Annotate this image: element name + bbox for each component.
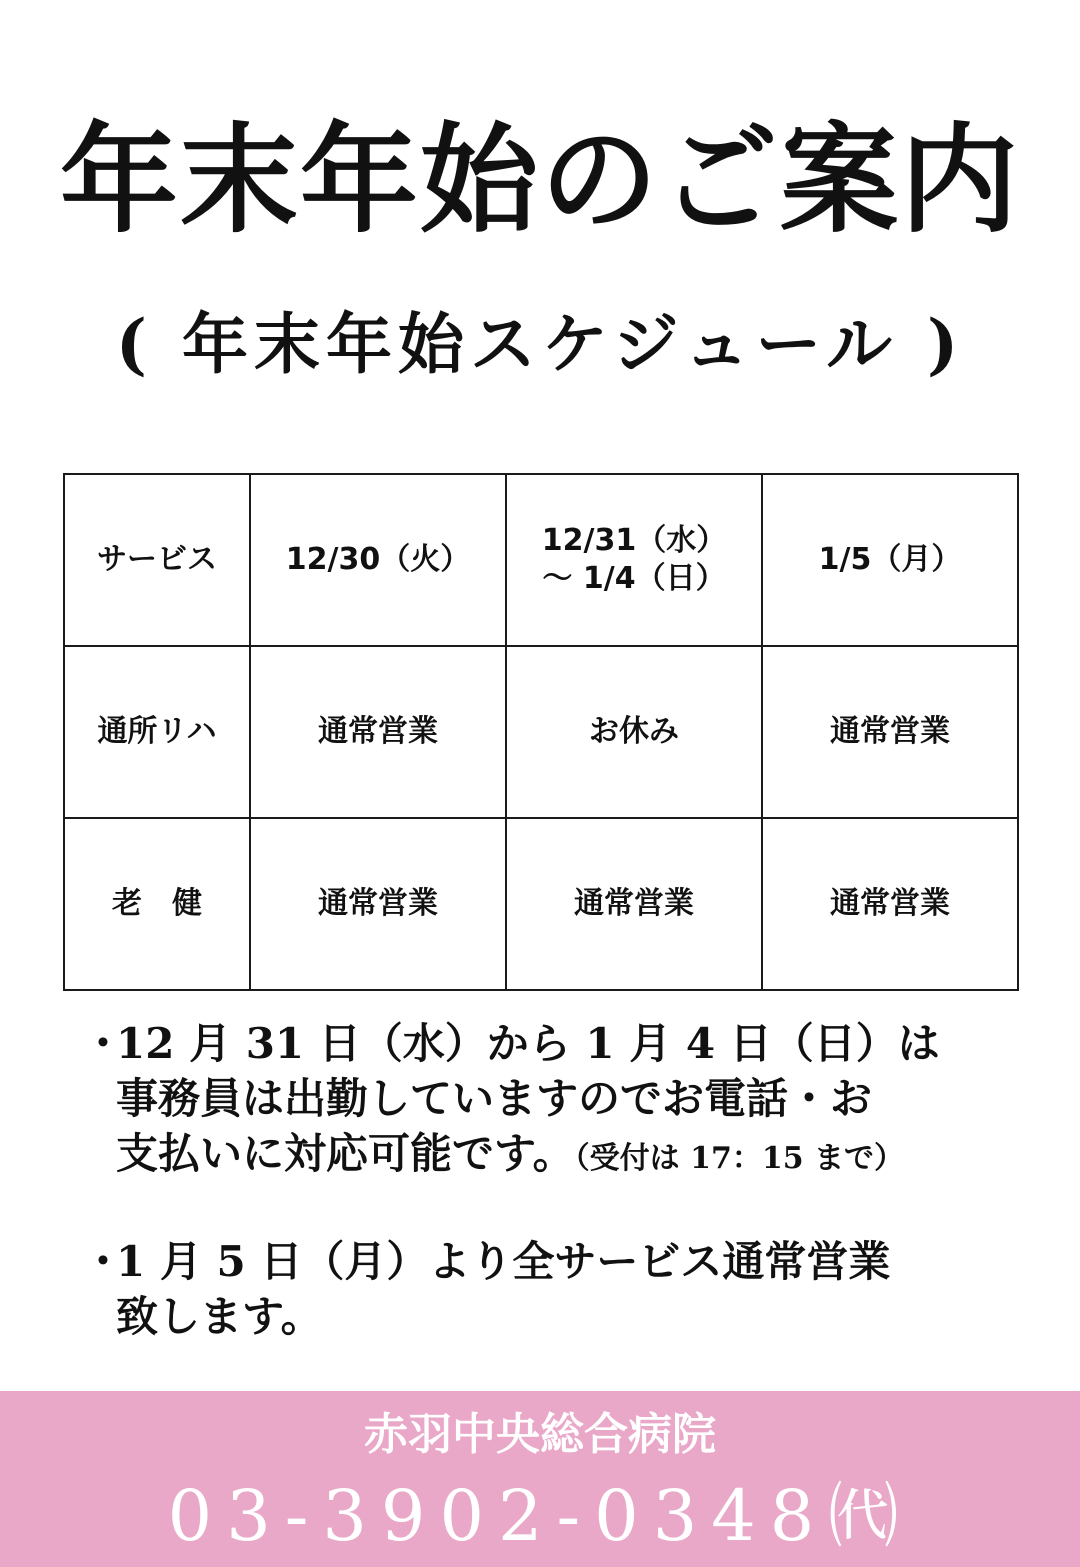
- note-line: 1 月 5 日（月）より全サービス通常営業: [116, 1237, 891, 1286]
- notes-section: [78, 1016, 1038, 1344]
- note-line: [116, 1126, 1038, 1186]
- schedule-table: [63, 473, 1019, 991]
- header-date-1231-14: [506, 474, 762, 646]
- note-line: 事務員は出勤していますのでお電話・お: [116, 1074, 873, 1123]
- header-date-14: ～ 1/4（日）: [542, 561, 726, 596]
- row-cell: お休み: [506, 646, 762, 818]
- note-item: [78, 1016, 1038, 1186]
- row-service-name: 老 健: [64, 818, 250, 990]
- header-service: サービス: [64, 474, 250, 646]
- bullet-icon: ・: [82, 1237, 125, 1286]
- row-cell: 通常営業: [250, 646, 506, 818]
- note-line-text: 支払いに対応可能です。: [116, 1129, 575, 1178]
- table-row: [64, 818, 1018, 990]
- note-line: 12 月 31 日（水）から 1 月 4 日（日）は: [116, 1019, 940, 1068]
- reception-hours-note: （受付は 17：15 まで）: [574, 1141, 905, 1176]
- note-item: [78, 1234, 1038, 1344]
- page-title: 年末年始のご案内: [59, 110, 1020, 249]
- note-line: 致します。: [116, 1292, 323, 1341]
- row-cell: 通常営業: [762, 818, 1018, 990]
- page-subtitle: ( 年末年始スケジュール ): [115, 305, 965, 383]
- hospital-name: 赤羽中央総合病院: [364, 1409, 716, 1460]
- row-service-name: 通所リハ: [64, 646, 250, 818]
- header-date-1231: 12/31（水）: [541, 523, 727, 558]
- footer-banner: [0, 1391, 1080, 1567]
- header-date-1230: 12/30（火）: [250, 474, 506, 646]
- table-row: [64, 646, 1018, 818]
- phone-number: 03-3902-0348㈹: [167, 1475, 913, 1557]
- bullet-icon: ・: [82, 1019, 125, 1068]
- row-cell: 通常営業: [762, 646, 1018, 818]
- row-cell: 通常営業: [506, 818, 762, 990]
- table-header-row: [64, 474, 1018, 646]
- header-date-15: 1/5（月）: [762, 474, 1018, 646]
- row-cell: 通常営業: [250, 818, 506, 990]
